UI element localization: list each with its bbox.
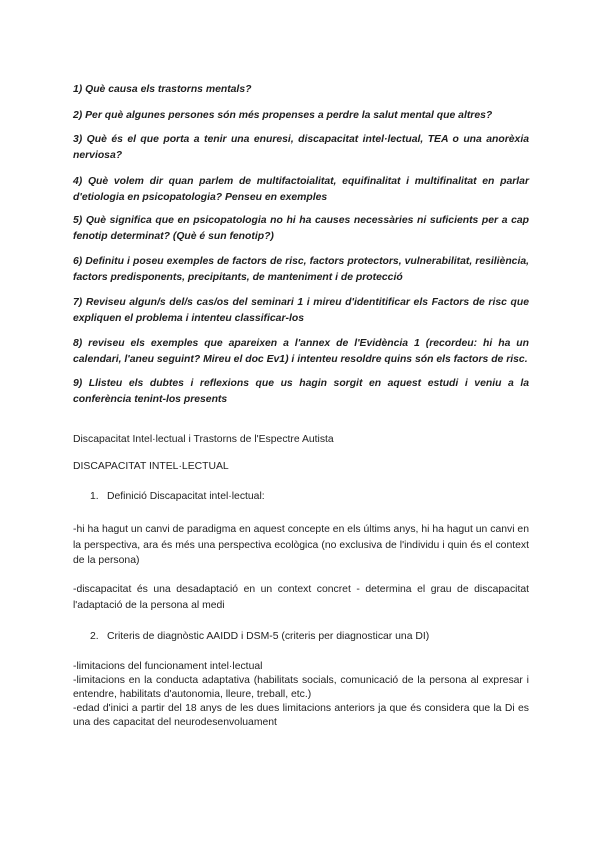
list-item-1-text: Definició Discapacitat intel·lectual: bbox=[107, 491, 265, 502]
criteria-item-3: -edad d'inici a partir del 18 anys de les dues limitacions anteriors ja que és considera que la Di es una des capacitat del neurodesenvoluament bbox=[73, 703, 529, 728]
question-2: 2) Per què algunes persones són més propenses a perdre la salut mental que altres? bbox=[73, 110, 493, 121]
list-item-2 bbox=[90, 629, 530, 645]
question-9: 9) Llisteu els dubtes i reflexions que us hagin sorgit en aquest estudi i veniu a la conferència tenint-los presents bbox=[73, 378, 529, 405]
paragraph-1: -hi ha hagut un canvi de paradigma en aquest concepte en els últims anys, hi ha hagut un canvi en la perspectiva, ara és més una perspectiva ecològica (no exclusiva de l'individu i quin és el context de la persona) bbox=[73, 524, 529, 566]
question-7: 7) Reviseu algun/s del/s cas/os del seminari 1 i mireu d'identitificar els Factors de risc que expliquen el problema i intenteu classificar-los bbox=[73, 297, 529, 324]
list-item-1-number: 1. bbox=[90, 491, 99, 502]
section-title: Discapacitat Intel·lectual i Trastorns de l'Espectre Autista bbox=[73, 434, 334, 445]
question-3: 3) Què és el que porta a tenir una enuresi, discapacitat intel·lectual, TEA o una anorèxia nerviosa? bbox=[73, 134, 529, 161]
subsection-title: DISCAPACITAT INTEL·LECTUAL bbox=[73, 461, 229, 472]
list-item-2-text: Criteris de diagnòstic AAIDD i DSM-5 (criteris per diagnosticar una DI) bbox=[107, 631, 430, 642]
list-item-2-number: 2. bbox=[90, 631, 99, 642]
question-8: 8) reviseu els exemples que apareixen a l'annex de l'Evidència 1 (recordeu: hi ha un calendari, l'aneu seguint? Mireu el doc Ev1) i intenteu resoldre quins són els factors de risc. bbox=[73, 338, 529, 365]
question-6: 6) Definitu i poseu exemples de factors de risc, factors protectors, vulnerabilitat, resiliència, factors predisponents, precipitants, de manteniment i de protecció bbox=[73, 256, 529, 283]
paragraph-2: -discapacitat és una desadaptació en un context concret - determina el grau de discapacitat l'adaptació de la persona al medi bbox=[73, 584, 529, 611]
question-5: 5) Què significa que en psicopatologia no hi ha causes necessàries ni suficients per a cap fenotip determinat? (Què é sun fenotip?) bbox=[73, 215, 529, 242]
list-item-1 bbox=[90, 489, 530, 505]
criteria-item-2: -limitacions en la conducta adaptativa (habilitats socials, comunicació de la persona al expresar i entendre, habilitats d'autonomia, lleure, treball, etc.) bbox=[73, 675, 529, 700]
criteria-item-1: -limitacions del funcionament intel·lectual bbox=[73, 661, 263, 672]
question-4: 4) Què volem dir quan parlem de multifactoialitat, equifinalitat i multifinalitat en parlar d'etiologia en psicopatologia? Penseu en exemples bbox=[73, 176, 529, 203]
criteria-list bbox=[73, 660, 529, 730]
question-1: 1) Què causa els trastorns mentals? bbox=[73, 84, 252, 95]
